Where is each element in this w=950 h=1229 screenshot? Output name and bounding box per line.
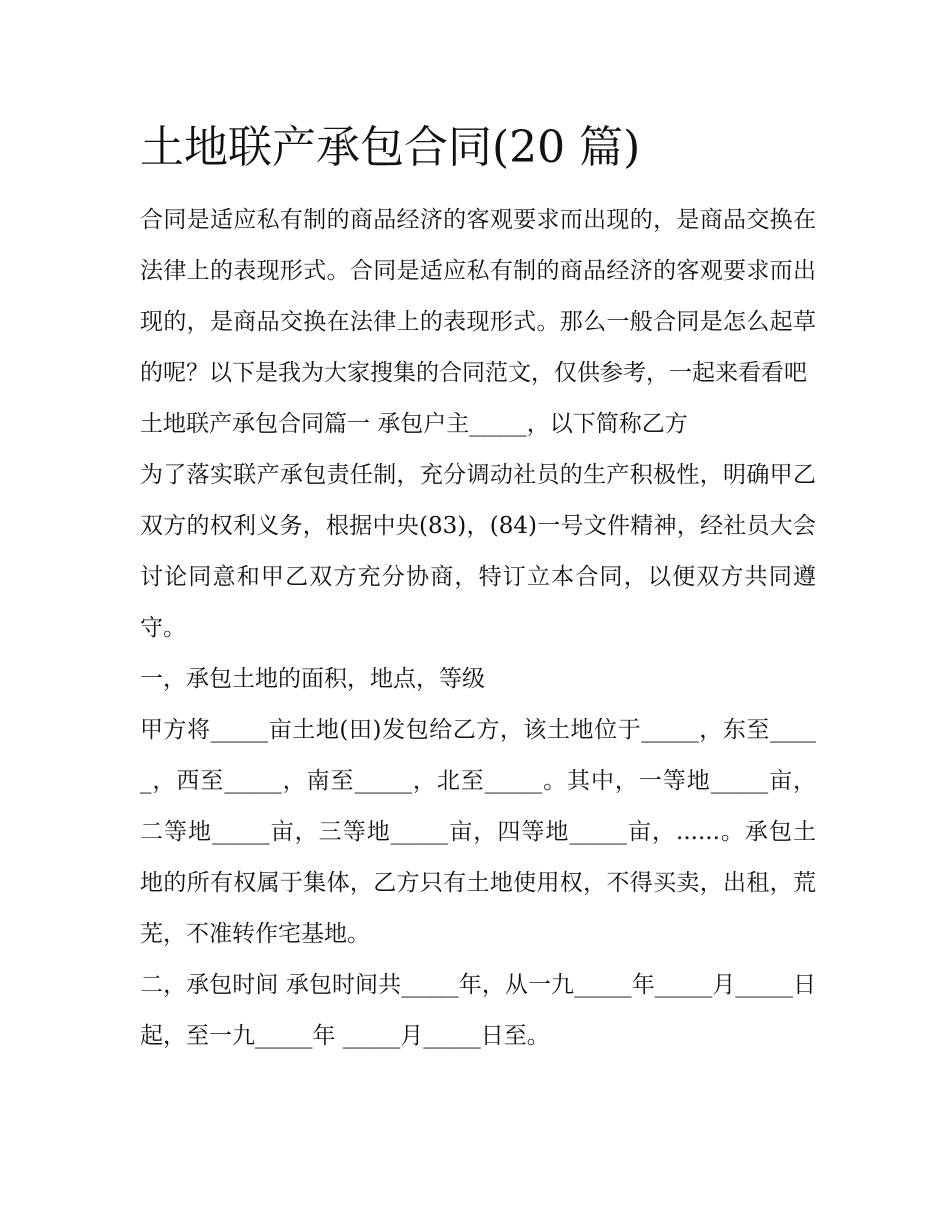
clause-one-heading: 一，承包土地的面积，地点，等级 (140, 666, 485, 692)
clause-two-paragraph: 二，承包时间 承包时间共_____年，从一九_____年_____月_____日起，至一九_____年 _____月_____日至。 (140, 972, 816, 1049)
section-one-heading-paragraph: 土地联产承包合同篇一 承包户主_____，以下简称乙方 (140, 411, 688, 437)
document-body (140, 195, 816, 1062)
purpose-paragraph: 为了落实联产承包责任制，充分调动社员的生产积极性，明确甲乙双方的权利义务，根据中央(83)，(84)一号文件精神，经社员大会讨论同意和甲乙双方充分协商，特订立本合同，以便双方共同遵守。 (140, 462, 816, 641)
land-details-paragraph: 甲方将_____亩土地(田)发包给乙方，该土地位于_____，东至_____，西至_____，南至_____，北至_____。其中，一等地_____亩，二等地_____亩，三等地_____亩，四等地_____亩，......。承包土地的所有权属于集体，乙方只有土地使用权，不得买卖，出租，荒芜，不准转作宅基地。 (140, 717, 816, 947)
intro-paragraph: 合同是适应私有制的商品经济的客观要求而出现的，是商品交换在法律上的表现形式。合同是适应私有制的商品经济的客观要求而出现的，是商品交换在法律上的表现形式。那么一般合同是怎么起草的呢？以下是我为大家搜集的合同范文，仅供参考，一起来看看吧 (140, 207, 816, 386)
document-title: 土地联产承包合同(20 篇) (140, 122, 641, 173)
